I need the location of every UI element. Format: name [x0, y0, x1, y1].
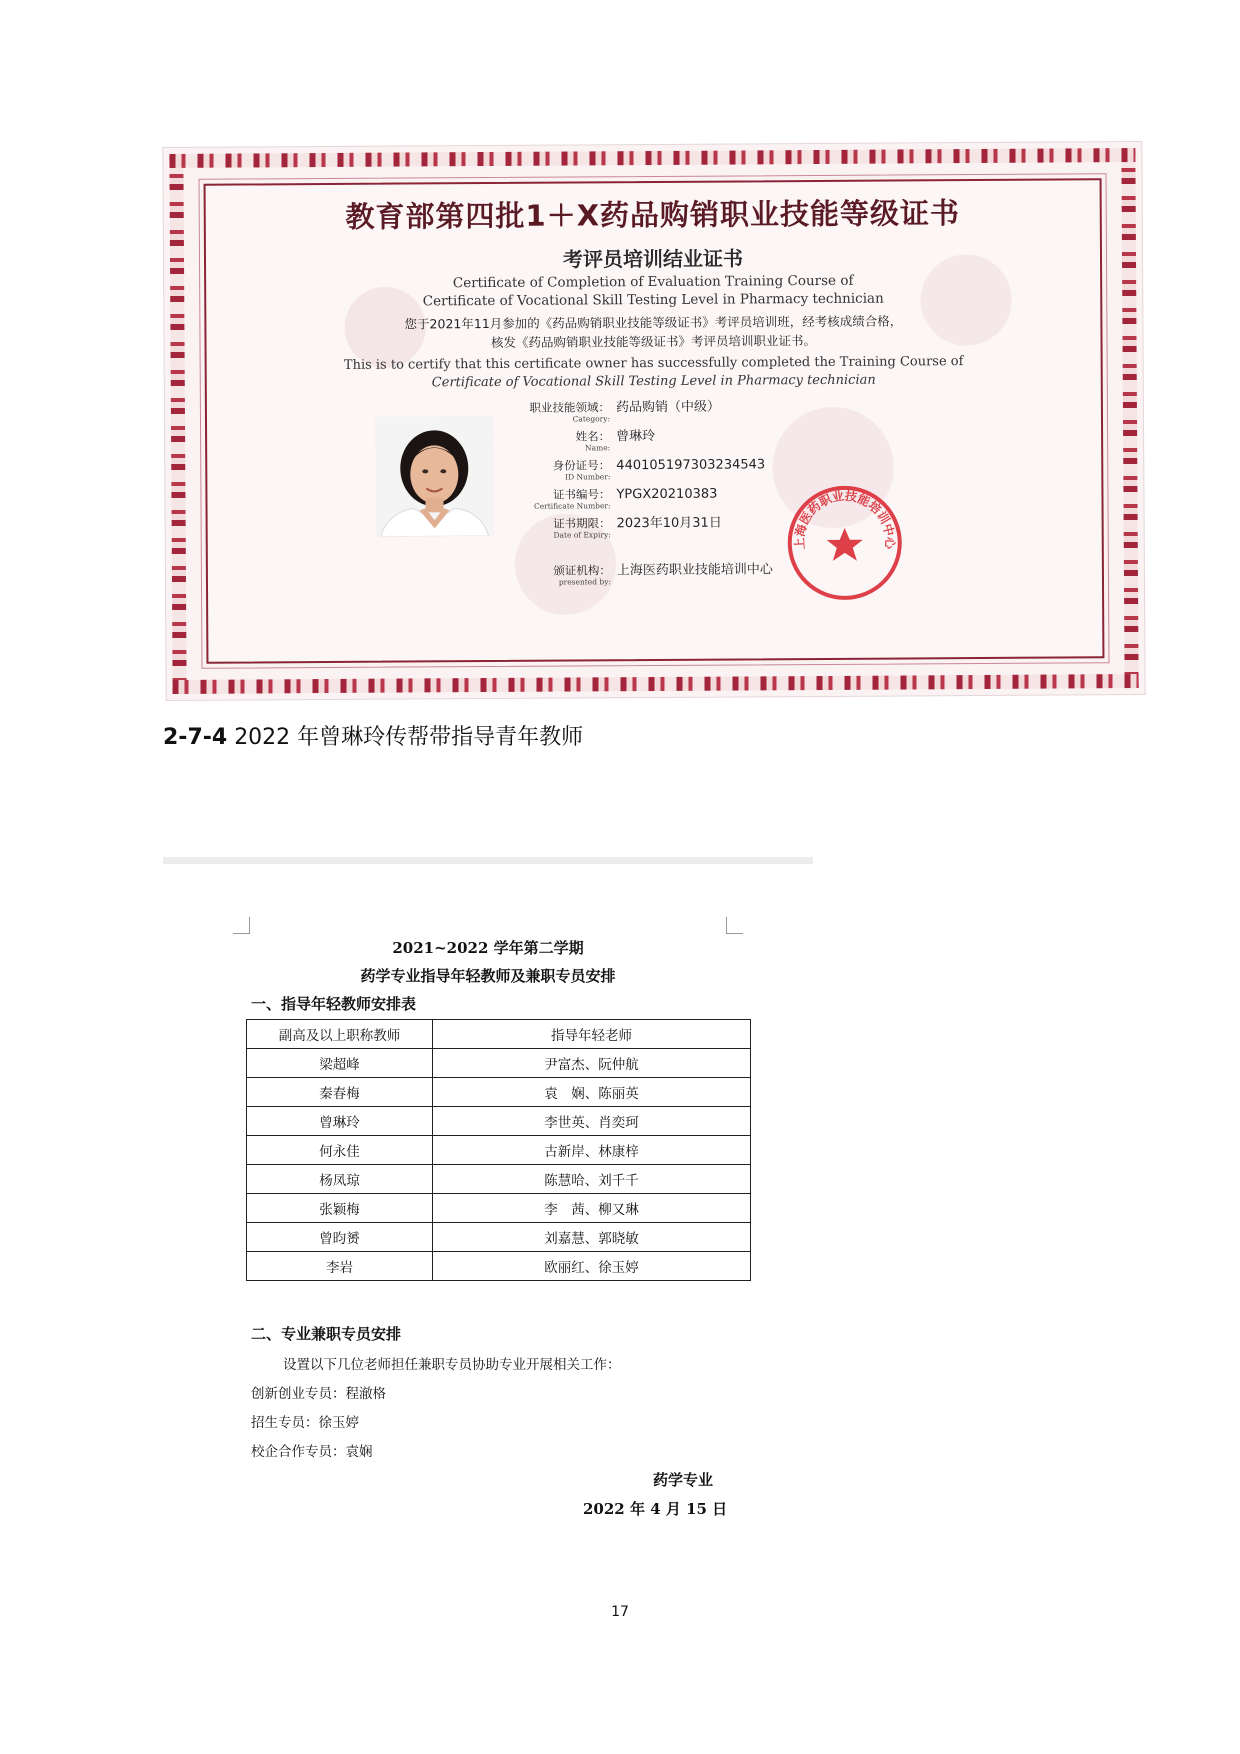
certificate-english-title-line2: Certificate of Vocational Skill Testing Level in Pharmacy technician — [422, 290, 884, 310]
table-row — [247, 1194, 751, 1223]
document-date: 2022 年 4 月 15 日 — [583, 1500, 728, 1518]
table-row — [247, 1107, 751, 1136]
arrangement-document — [163, 857, 813, 1517]
certificate-subtitle: 考评员培训结业证书 — [562, 246, 744, 272]
table-cell-mentees: 刘嘉慧、郭晓敏 — [433, 1223, 751, 1252]
table-cell-mentees: 古新岸、林康梓 — [433, 1136, 751, 1165]
table-row — [247, 1252, 751, 1281]
field-certno-label: 证书编号： — [552, 487, 611, 502]
certificate-body-en-line2: Certificate of Vocational Skill Testing Level in Pharmacy technician — [431, 372, 876, 391]
certificate-body-cn-line2: 核发《药品购销职业技能等级证书》考评员培训职业证书。 — [490, 333, 817, 350]
table-cell-mentees: 李世英、肖奕珂 — [433, 1107, 751, 1136]
table-cell-mentor: 张颖梅 — [247, 1194, 433, 1223]
field-issuer-label: 颁证机构： — [553, 563, 611, 578]
field-name-label-en: Name: — [585, 443, 611, 453]
table-cell-mentor: 梁超峰 — [247, 1049, 433, 1078]
assignment-line: 招生专员：徐玉婷 — [251, 1415, 359, 1431]
field-category-label: 职业技能领域： — [529, 400, 610, 415]
table-cell-mentor: 李岩 — [247, 1252, 433, 1281]
document-title: 药学专业指导年轻教师及兼职专员安排 — [360, 967, 616, 985]
field-category-value: 药品购销（中级） — [615, 399, 720, 416]
table-cell-mentees: 陈慧哈、刘千千 — [433, 1165, 751, 1194]
certificate-body-cn-line1: 您于2021年11月参加的《药品购销职业技能等级证书》考评员培训班，经考核成绩合格， — [404, 313, 903, 332]
table-header-row — [247, 1020, 751, 1049]
certificate-title: 教育部第四批1＋X药品购销职业技能等级证书 — [345, 196, 961, 234]
page-number: 17 — [611, 1604, 629, 1620]
certificate-image — [163, 142, 1144, 700]
table-row — [247, 1165, 751, 1194]
field-category-label-en: Category: — [572, 414, 611, 424]
assignment-line: 创新创业专员：程澈格 — [251, 1386, 386, 1402]
corner-mark-left — [233, 917, 250, 934]
field-name — [505, 428, 865, 459]
certificate-english-title-line1: Certificate of Completion of Evaluation Training Course of — [452, 272, 854, 292]
document-term: 2021~2022 学年第二学期 — [392, 939, 584, 957]
field-name-label: 姓名： — [575, 429, 611, 444]
corner-mark-right — [726, 917, 743, 934]
field-id-label: 身份证号： — [552, 458, 611, 473]
section-title: 2022 年曾琳玲传帮带指导青年教师 — [234, 725, 584, 750]
field-expiry-label-en: Date of Expiry: — [553, 530, 611, 540]
table-cell-mentor: 杨凤琼 — [247, 1165, 433, 1194]
document-intro: 设置以下几位老师担任兼职专员协助专业开展相关工作： — [283, 1357, 621, 1373]
table-cell-mentees: 袁 娴、陈丽英 — [433, 1078, 751, 1107]
table-row — [247, 1049, 751, 1078]
assignment-line: 校企合作专员：袁娴 — [251, 1444, 373, 1460]
table-header-senior: 副高及以上职称教师 — [247, 1020, 433, 1049]
table-cell-mentor: 何永佳 — [247, 1136, 433, 1165]
field-id-value: 440105197303234543 — [616, 457, 766, 474]
field-certno-label-en: Certificate Number: — [533, 501, 611, 511]
field-category — [505, 399, 865, 430]
field-id-label-en: ID Number: — [565, 472, 611, 482]
mentor-table — [246, 1019, 751, 1281]
table-cell-mentor: 曾琳玲 — [247, 1107, 433, 1136]
table-cell-mentees: 李 茜、柳又琳 — [433, 1194, 751, 1223]
table-cell-mentor: 秦春梅 — [247, 1078, 433, 1107]
table-row — [247, 1223, 751, 1252]
certificate-body-chinese — [164, 310, 1142, 354]
table-row — [247, 1136, 751, 1165]
document-signature: 药学专业 — [653, 1471, 714, 1489]
field-certno-value: YPGX20210383 — [616, 486, 718, 503]
table-cell-mentees: 尹富杰、阮仲航 — [433, 1049, 751, 1078]
table-cell-mentor: 曾昀赟 — [247, 1223, 433, 1252]
field-expiry-value: 2023年10月31日 — [616, 515, 722, 532]
document-section1-heading: 一、指导年轻教师安排表 — [251, 995, 417, 1013]
field-issuer-value: 上海医药职业技能培训中心 — [616, 562, 773, 579]
official-seal-icon — [785, 483, 904, 602]
section-heading — [163, 720, 583, 751]
holder-photo — [375, 416, 494, 537]
field-name-value: 曾琳玲 — [616, 428, 656, 445]
table-row — [247, 1078, 751, 1107]
document-top-divider — [163, 857, 813, 864]
svg-text:上海医药职业技能培训中心: 上海医药职业技能培训中心 — [792, 488, 897, 550]
table-cell-mentees: 欧丽红、徐玉婷 — [433, 1252, 751, 1281]
section-number: 2-7-4 — [163, 725, 228, 750]
certificate-english-title — [164, 270, 1142, 312]
certificate-body-english — [165, 352, 1143, 394]
document-section2-heading: 二、专业兼职专员安排 — [251, 1325, 402, 1343]
field-expiry-label: 证书期限： — [553, 516, 611, 531]
table-header-young: 指导年轻老师 — [433, 1020, 751, 1049]
field-issuer-label-en: presented by: — [558, 577, 612, 587]
certificate-body-en-line1: This is to certify that this certificate owner has successfully completed the Training Course of — [343, 354, 964, 373]
field-issuer — [506, 562, 773, 593]
